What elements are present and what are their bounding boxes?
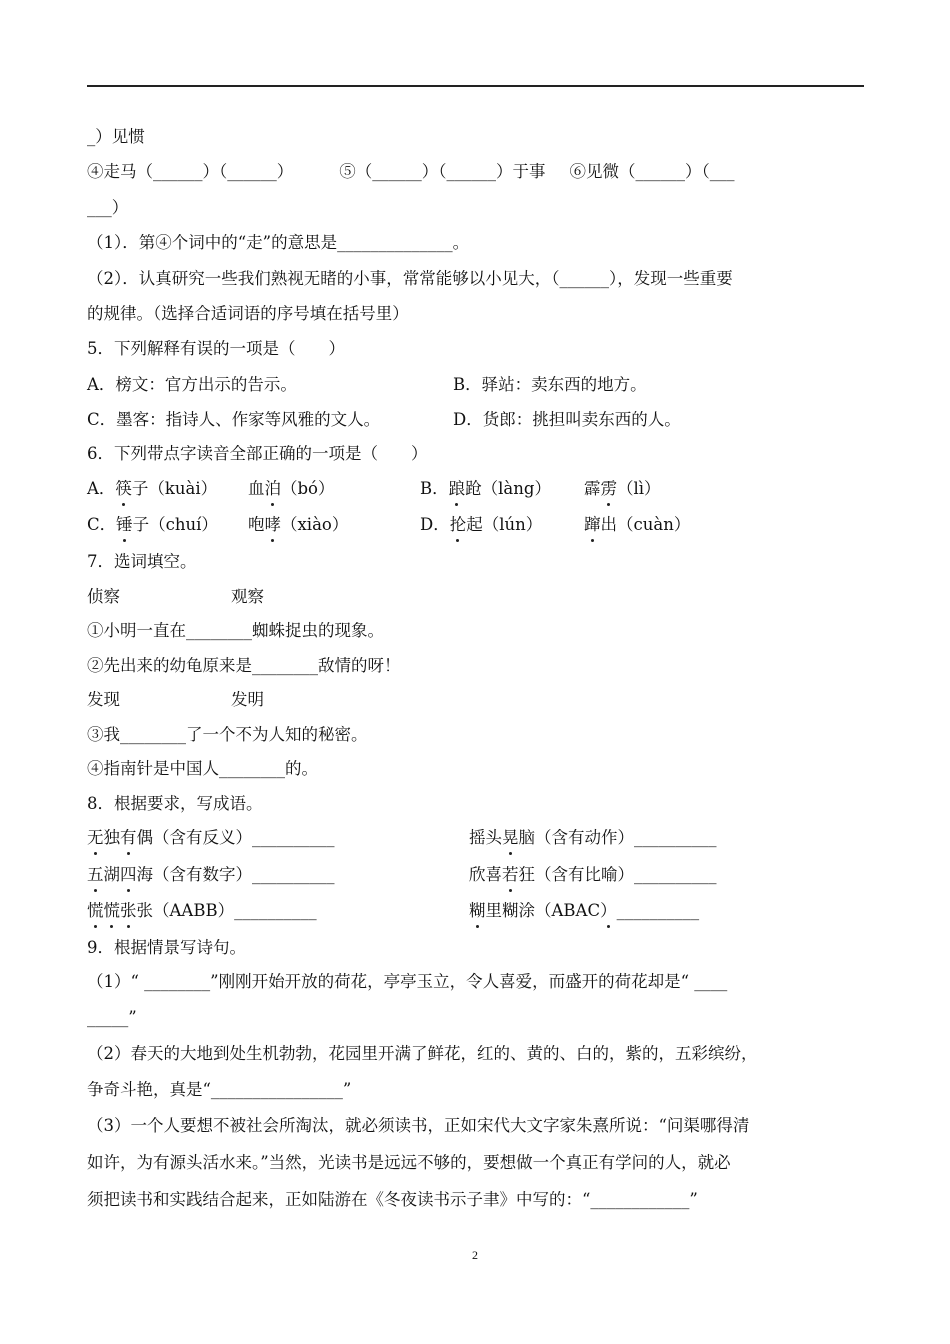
- word-choice: 观察: [231, 587, 264, 606]
- text-line: ④走马（______）（______） ⑤（______）（______）于事 ⑥见微（______）（___: [87, 162, 735, 181]
- text-line: 争奇斗艳，真是“________________”: [87, 1080, 352, 1099]
- text-line: （3）一个人要想不被社会所淘汰，就必须读书，正如宋代大文字家朱熹所说：“问渠哪得清: [87, 1116, 750, 1135]
- option-d-second: 蹿出（cuàn）: [584, 515, 691, 534]
- text-line: 如许，为有源头活水来。”当然，光读书是远远不够的，要想做一个真正有学问的人，就必: [87, 1153, 731, 1172]
- word-choice: 发明: [231, 690, 264, 709]
- text-line: ①小明一直在________蜘蛛捉虫的现象。: [87, 621, 384, 640]
- word-choice: 发现: [87, 690, 120, 709]
- text-line: ③我________了一个不为人知的秘密。: [87, 725, 368, 744]
- text-line: （2）．认真研究一些我们熟视无睹的小事，常常能够以小见大，（______），发现一些重要: [87, 269, 733, 288]
- option-d: D．抡起（lún）: [420, 515, 543, 534]
- idiom-item: 五湖四海（含有数字）__________: [87, 865, 335, 884]
- question-6: 6．下列带点字读音全部正确的一项是（ ）: [87, 444, 428, 463]
- question-7: 7．选词填空。: [87, 552, 197, 571]
- text-line: （1）“ ________”刚刚开始开放的荷花，亭亭玉立，令人喜爱，而盛开的荷花却是“ ____: [87, 972, 728, 991]
- option-b-second: 霹雳（lì）: [584, 479, 661, 498]
- word-choice: 侦察: [87, 587, 120, 606]
- text-line: （1）．第④个词中的“走”的意思是______________。: [87, 233, 470, 252]
- option-b: B．踉跄（làng）: [420, 479, 551, 498]
- header-rule: [87, 85, 864, 87]
- text-line: 的规律。（选择合适词语的序号填在括号里）: [87, 304, 409, 323]
- option-b: B．驿站：卖东西的地方。: [453, 375, 647, 394]
- option-d: D．货郎：挑担叫卖东西的人。: [453, 410, 681, 429]
- idiom-item: 欣喜若狂（含有比喻）__________: [469, 865, 717, 884]
- text-line: _____”: [87, 1008, 137, 1027]
- option-c-second: 咆哮（xiào）: [248, 515, 349, 534]
- option-c: C．墨客：指诗人、作家等风雅的文人。: [87, 410, 381, 429]
- text-line: _）见惯: [87, 127, 145, 146]
- idiom-item: 无独有偶（含有反义）__________: [87, 828, 335, 847]
- text-line: 须把读书和实践结合起来，正如陆游在《冬夜读书示子聿》中写的：“____________”: [87, 1190, 698, 1209]
- option-c: C．锤子（chuí）: [87, 515, 218, 534]
- idiom-item: 糊里糊涂（ABAC）__________: [469, 901, 700, 920]
- text-line: ___）: [87, 198, 129, 217]
- question-9: 9．根据情景写诗句。: [87, 938, 246, 957]
- option-a-second: 血泊（bó）: [248, 479, 335, 498]
- idiom-item: 慌慌张张（AABB）__________: [87, 901, 317, 920]
- text-line: ②先出来的幼龟原来是________敌情的呀！: [87, 656, 401, 675]
- text-line: ④指南针是中国人________的。: [87, 759, 318, 778]
- text-line: （2）春天的大地到处生机勃勃，花园里开满了鲜花，红的、黄的、白的，紫的，五彩缤纷，: [87, 1044, 758, 1063]
- page-number: 2: [472, 1248, 478, 1262]
- option-a: A．榜文：官方出示的告示。: [87, 375, 297, 394]
- question-5: 5．下列解释有误的一项是（ ）: [87, 339, 345, 358]
- idiom-item: 摇头晃脑（含有动作）__________: [469, 828, 717, 847]
- question-8: 8．根据要求，写成语。: [87, 794, 263, 813]
- option-a: A．筷子（kuài）: [87, 479, 218, 498]
